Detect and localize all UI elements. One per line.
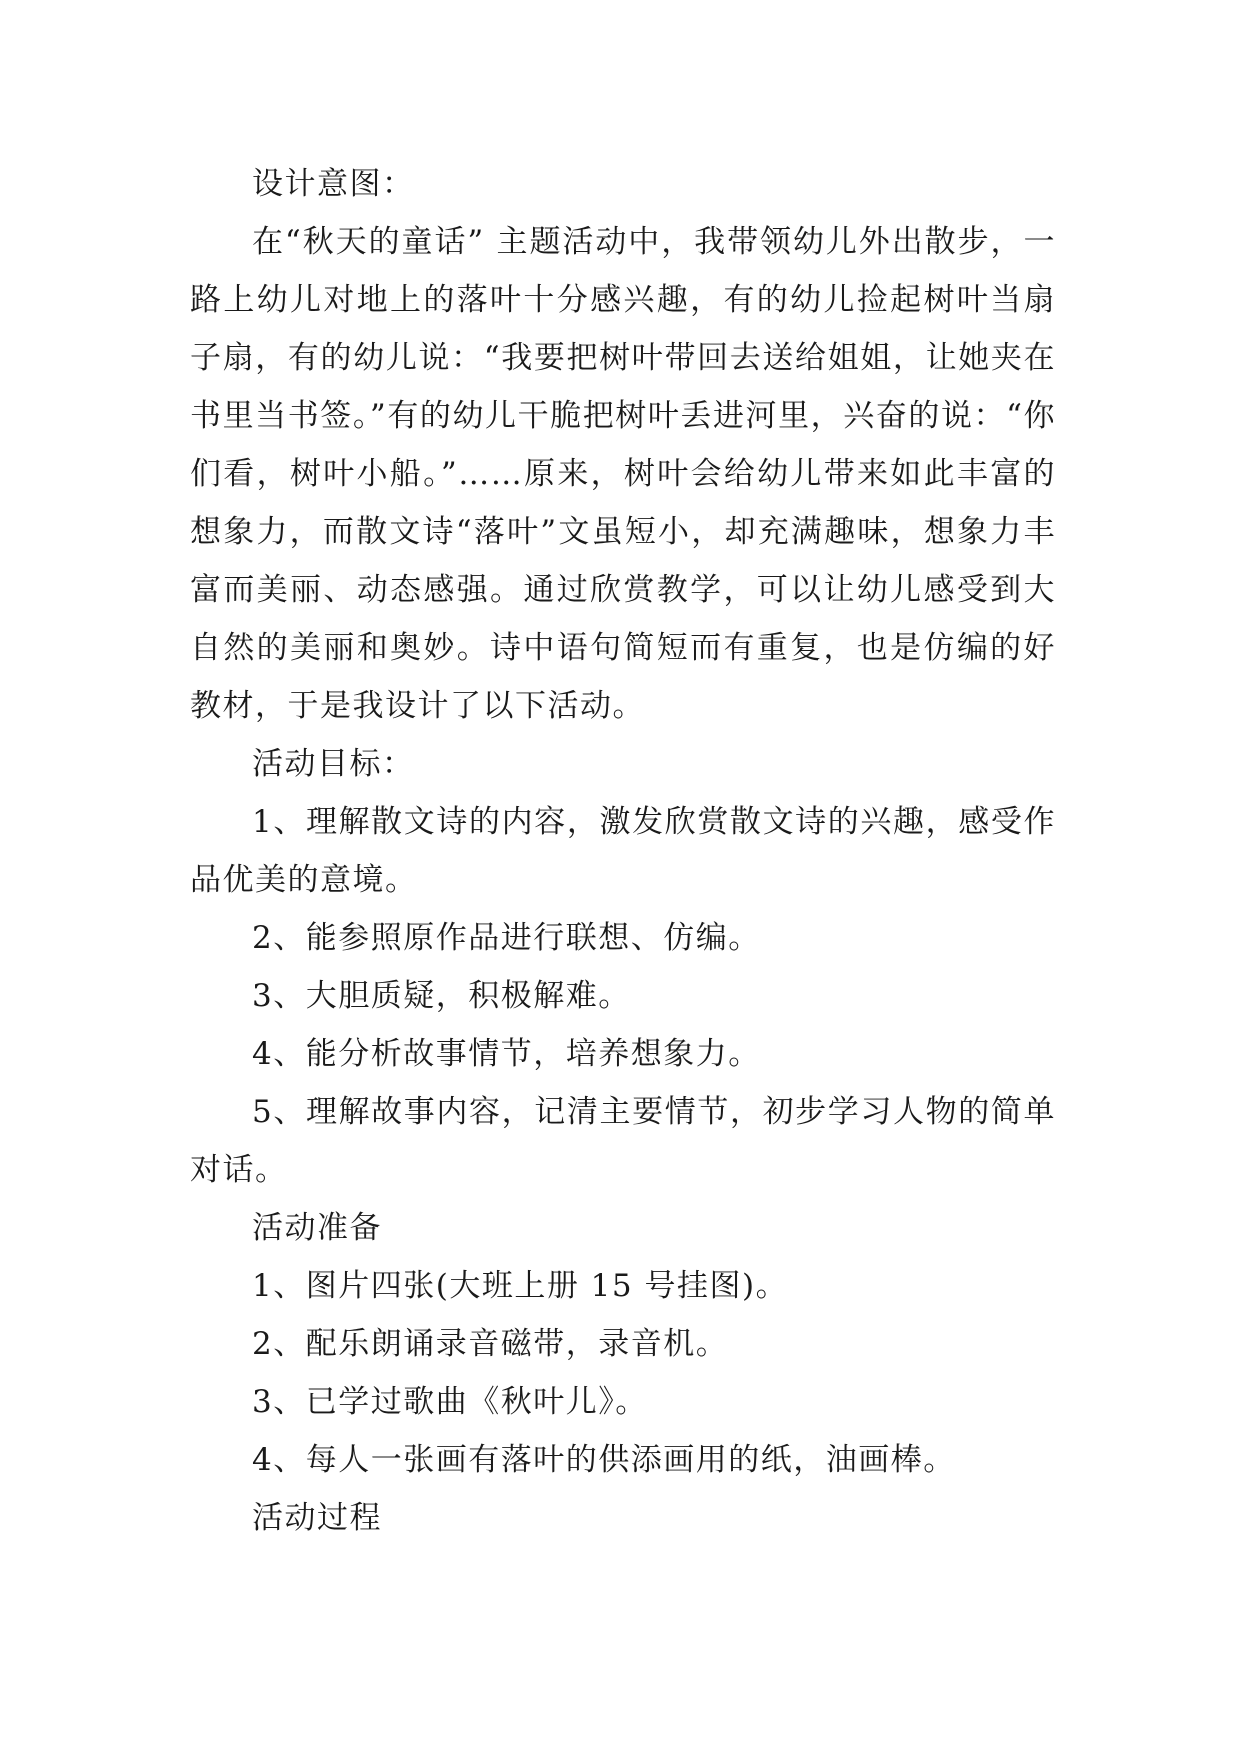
document-body — [190, 155, 1056, 1547]
goal-item-3: 3、大胆质疑，积极解难。 — [252, 978, 631, 1014]
section-heading-activity-goals: 活动目标： — [252, 746, 415, 782]
goal-item-1: 1、理解散文诗的内容，激发欣赏散文诗的兴趣，感受作品优美的意境。 — [190, 804, 1056, 898]
goal-item-2: 2、能参照原作品进行联想、仿编。 — [252, 920, 761, 956]
preparation-item-2: 2、配乐朗诵录音磁带，录音机。 — [252, 1326, 729, 1362]
preparation-item-1: 1、图片四张(大班上册 15 号挂图)。 — [252, 1268, 789, 1304]
section-heading-activity-preparation: 活动准备 — [252, 1210, 382, 1246]
section-heading-design-intent: 设计意图： — [252, 166, 415, 202]
goal-item-4: 4、能分析故事情节，培养想象力。 — [252, 1036, 761, 1072]
paragraph-design-intent: 在“秋天的童话” 主题活动中，我带领幼儿外出散步，一路上幼儿对地上的落叶十分感兴趣，有的幼儿捡起树叶当扇子扇，有的幼儿说：“我要把树叶带回去送给姐姐，让她夹在书里当书签。”有的幼儿干脆把树叶丢进河里，兴奋的说：“你们看，树叶小船。”……原来，树叶会给幼儿带来如此丰富的想象力，而散文诗“落叶”文虽短小，却充满趣味，想象力丰富而美丽、动态感强。通过欣赏教学，可以让幼儿感受到大自然的美丽和奥妙。诗中语句简短而有重复，也是仿编的好教材，于是我设计了以下活动。 — [190, 224, 1056, 724]
goal-item-5: 5、理解故事内容，记清主要情节，初步学习人物的简单对话。 — [190, 1094, 1056, 1188]
preparation-item-3: 3、已学过歌曲《秋叶儿》。 — [252, 1384, 648, 1420]
preparation-item-4: 4、每人一张画有落叶的供添画用的纸，油画棒。 — [252, 1442, 956, 1478]
section-heading-activity-process: 活动过程 — [252, 1500, 382, 1536]
